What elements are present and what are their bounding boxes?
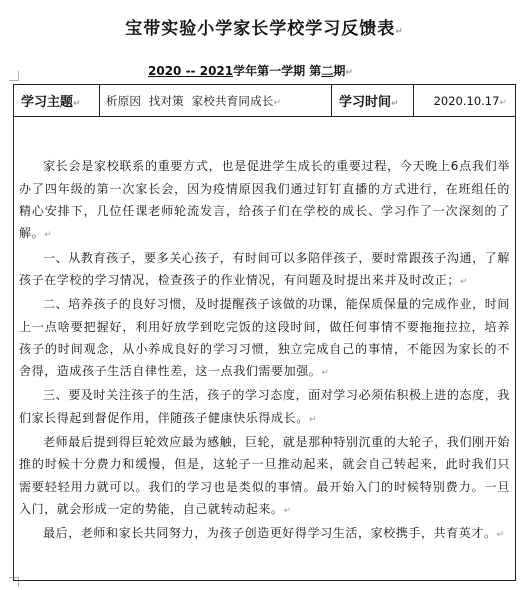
semester-text: 学年第一学期 第 (233, 64, 322, 78)
paragraph-mark-icon: ↵ (496, 530, 505, 541)
content-paragraph: 最后，老师和家长共同努力，为孩子创造更好得学习生活，家校携手，共育英才。↵ (43, 526, 505, 541)
feedback-content-cell (14, 117, 516, 581)
paragraph-mark-icon: ↵ (321, 368, 330, 379)
corner-mark-top-left (9, 71, 19, 81)
paragraph-mark-icon: ↵ (308, 414, 317, 425)
feedback-form-table (13, 84, 516, 581)
topic-value: 析原因 找对策 家校共育同成长 (106, 93, 274, 108)
time-label: 学习时间 (339, 95, 392, 110)
paragraph-mark-icon: ↵ (283, 505, 292, 516)
topic-label-cell (14, 85, 100, 117)
paragraph-mark-icon: ↵ (460, 276, 469, 287)
paragraph-mark-icon: ↵ (395, 27, 404, 37)
content-paragraph: 家长会是家校联系的重要方式，也是促进学生成长的重要过程，今天晚上6点我们举办了四年级的第一次家长会，因为疫情原因我们通过钉钉直播的方式进行，在班组任的精心安排下，几位任课老师轮流发言，给孩子们在学校的成长、学习作了一次深刻的了解。↵ (19, 159, 510, 241)
paragraph-mark-icon: ↵ (345, 68, 353, 78)
paragraph-mark-icon: ↵ (391, 99, 399, 109)
time-value-cell (414, 85, 516, 117)
school-year: 2020 -- 2021 (148, 64, 234, 78)
topic-row (14, 85, 516, 117)
page-title (0, 18, 529, 43)
content-paragraph: 老师最后提到得巨轮效应最为感触，巨轮，就是那种特别沉重的大轮子，我们刚开始推的时候十分费力和缓慢，但是，这轮子一旦推动起来，就会自己转起来，此时我们只需要轻轻用力就可以。我们的学习也是类似的事情。最开始入门的时候特别费力。一旦入门，就会形成一定的势能，自己就转动起来。↵ (19, 435, 510, 516)
content-paragraph: 三、要及时关注孩子的生活，孩子的学习态度，面对学习必须佑积极上进的态度，我们家长得起到督促作用，伴随孩子健康快乐得成长。↵ (19, 388, 510, 425)
content-paragraph: 一、从教育孩子，要多关心孩子，有时间可以多陪伴孩子，要时常跟孩子沟通，了解孩子在学校的学习情况，检查孩子的作业情况，有问题及时提出来并及时改正；↵ (19, 250, 510, 287)
content-paragraph: 二、培养孩子的良好习惯，及时提醒孩子该做的功课，能保质保量的完成作业，时间上一点啥要把握好，利用好放学到吃完饭的这段时间，做任何事情不要拖拖拉拉，培养孩子的时间观念，从小养成良好的学习习惯，独立完成自己的事情，不能因为家长的不舍得，造成孩子生活自律性差，这一点我们需要加强。↵ (19, 297, 510, 379)
term-number: 二 (321, 64, 334, 78)
paragraph-mark-icon: ↵ (499, 97, 507, 108)
time-label-cell (332, 85, 414, 117)
paragraph-mark-icon: ↵ (73, 99, 81, 109)
content-row (14, 117, 516, 581)
paragraph-mark-icon: ↵ (44, 230, 53, 241)
topic-value-cell (100, 85, 332, 117)
paragraph-mark-icon: ↵ (273, 97, 282, 108)
title-text: 宝带实验小学家长学校学习反馈表 (125, 19, 396, 39)
topic-label: 学习主题 (21, 95, 74, 110)
semester-line (148, 63, 353, 81)
term-suffix: 期 (333, 64, 346, 78)
time-value: 2020.10.17 (433, 93, 500, 108)
